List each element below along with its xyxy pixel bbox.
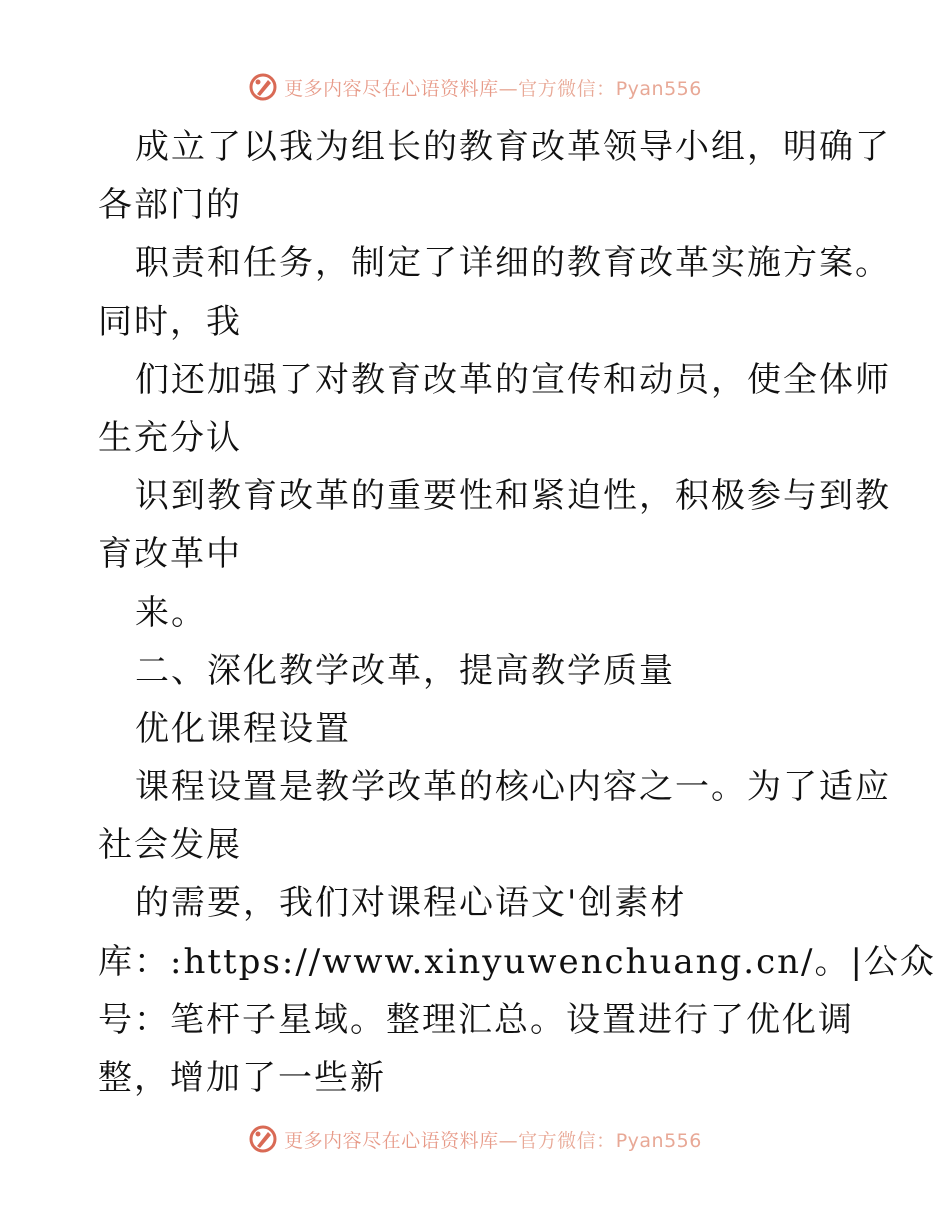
watermark-contact: 官方微信： (518, 77, 616, 100)
section-heading: 二、深化教学改革，提高教学质量 (135, 650, 675, 691)
text-line: 号：笔杆子星域。整理汇总。设置进行了优化调 (98, 999, 854, 1040)
subsection-heading: 优化课程设置 (135, 708, 351, 749)
text-line: 生充分认 (98, 417, 242, 458)
text-line: 职责和任务，制定了详细的教育改革实施方案。 (135, 243, 891, 284)
text-line: 识到教育改革的重要性和紧迫性，积极参与到教 (135, 476, 891, 517)
text-line: 整，增加了一些新 (98, 1058, 386, 1098)
text-line: 同时，我 (98, 301, 242, 342)
footer-watermark (0, 1124, 950, 1154)
document-body (98, 118, 936, 1107)
pen-logo-icon (248, 72, 278, 102)
text-line: 课程设置是教学改革的核心内容之一。为了适应 (135, 767, 891, 808)
watermark-contact: 官方微信： (518, 1129, 616, 1152)
text-line: 来。 (135, 592, 207, 633)
header-watermark (0, 72, 950, 102)
watermark-dash: — (498, 1129, 519, 1152)
text-line: 社会发展 (98, 825, 242, 866)
watermark-brand: 更多内容尽在心语资料库 (284, 77, 499, 100)
pen-logo-icon (248, 1124, 278, 1154)
text-line: 育改革中 (98, 534, 242, 575)
text-line: 各部门的 (98, 185, 242, 226)
watermark-wechat-id: Pyan556 (615, 77, 702, 100)
text-line: 成立了以我为组长的教育改革领导小组，明确了 (135, 127, 891, 167)
watermark-wechat-id: Pyan556 (615, 1129, 702, 1152)
text-line: 的需要，我们对课程心语文'创素材 (135, 883, 687, 924)
watermark-brand: 更多内容尽在心语资料库 (284, 1129, 499, 1152)
text-line: 们还加强了对教育改革的宣传和动员，使全体师 (135, 359, 891, 400)
url-text-line: 库：:https://www.xinyuwenchuang.cn/。|公众 (98, 941, 936, 982)
watermark-dash: — (498, 77, 519, 100)
